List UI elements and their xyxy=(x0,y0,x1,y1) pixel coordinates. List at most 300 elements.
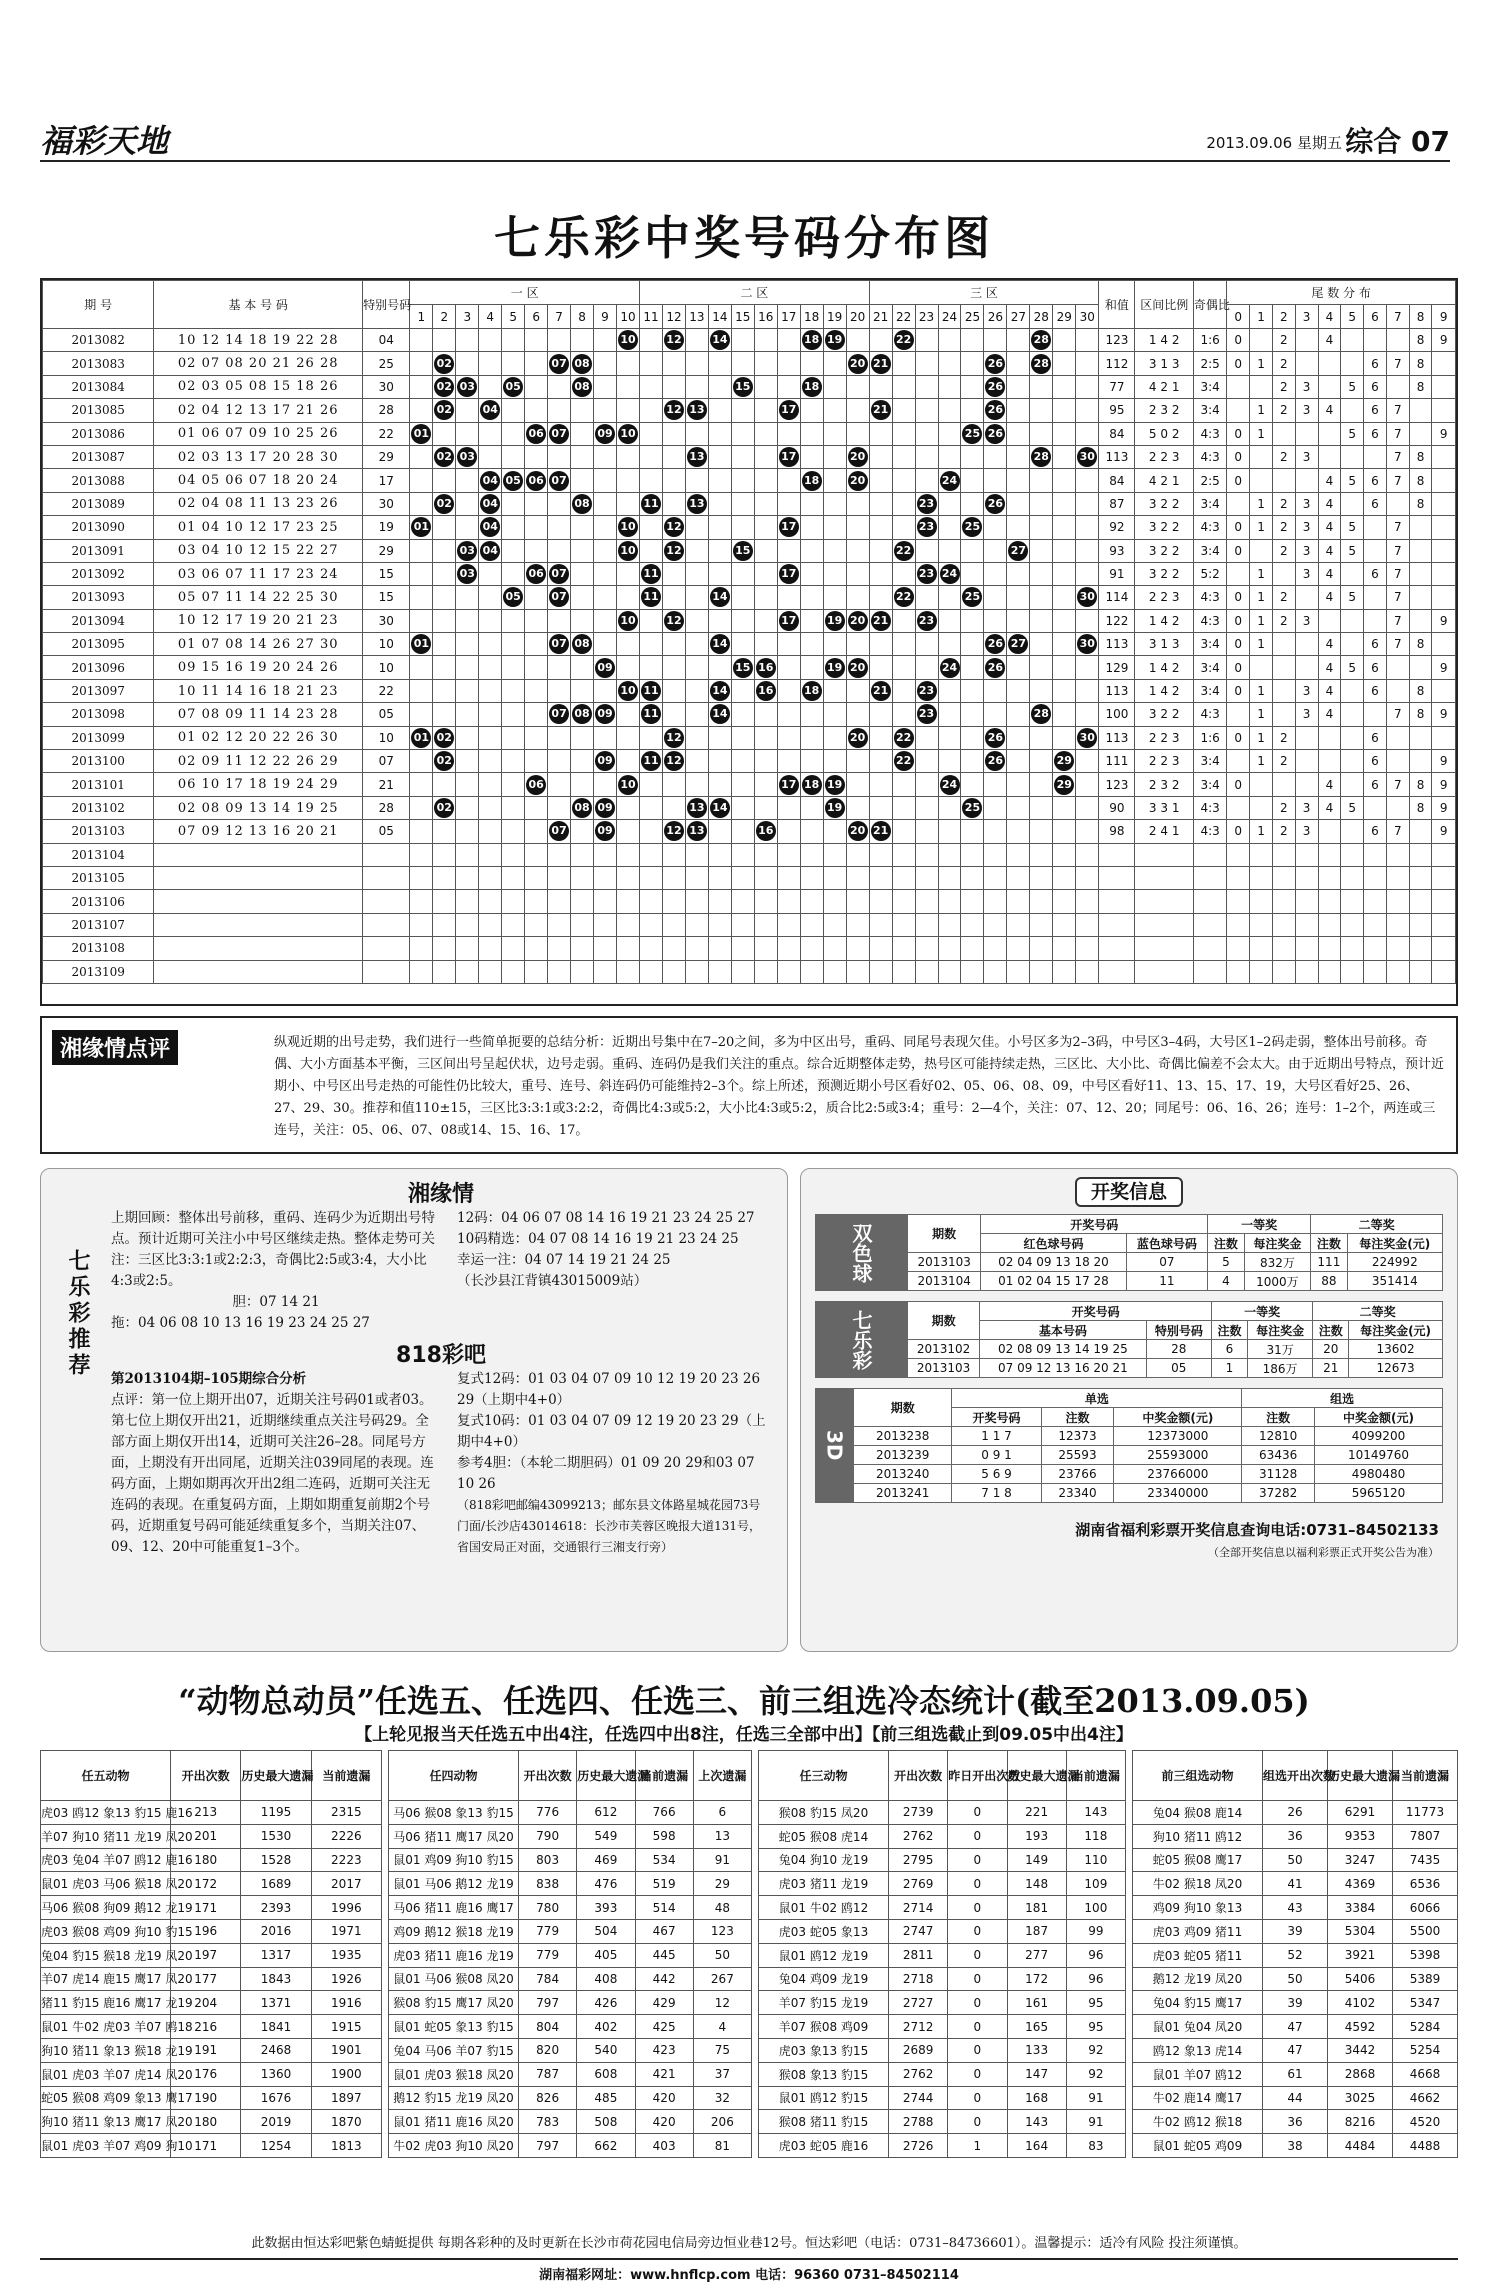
grid-cell xyxy=(754,609,777,632)
number-ball: 06 xyxy=(526,471,546,491)
grid-cell xyxy=(708,609,731,632)
tail-cell xyxy=(1364,609,1387,632)
grid-cell xyxy=(846,726,869,749)
header-num-21: 21 xyxy=(869,305,892,329)
number-ball: 29 xyxy=(1054,775,1074,795)
stats-cell: 598 xyxy=(635,1824,693,1848)
number-ball: 21 xyxy=(871,354,891,374)
row-period: 2013107 xyxy=(43,913,154,936)
stats-cell: 0 xyxy=(948,1896,1007,1920)
recommend-columns-1 xyxy=(111,1208,771,1334)
grid-cell xyxy=(640,960,663,983)
grid-cell xyxy=(662,399,685,422)
stats-row xyxy=(41,2134,382,2158)
header-tail-5: 5 xyxy=(1341,305,1364,329)
stats-header: 开出次数 xyxy=(171,1751,241,1801)
stats-cell: 兔04 马06 羊07 豹15 xyxy=(389,2038,519,2062)
stats-cell: 牛02 鸥12 猴18 xyxy=(1133,2110,1263,2134)
stats-cell: 47 xyxy=(1263,2038,1328,2062)
row-oe xyxy=(1193,937,1226,960)
tail-cell: 8 xyxy=(1409,679,1432,702)
stats-cell: 37 xyxy=(693,2062,751,2086)
grid-cell xyxy=(1007,445,1030,468)
row-sum: 77 xyxy=(1099,375,1135,398)
grid-cell xyxy=(685,960,708,983)
grid-cell xyxy=(616,352,639,375)
recommend-content xyxy=(111,1177,771,1558)
grid-cell xyxy=(823,609,846,632)
grid-row xyxy=(43,866,1456,889)
header-zone2: 二 区 xyxy=(640,281,870,305)
tail-cell xyxy=(1409,562,1432,585)
row-sum: 112 xyxy=(1099,352,1135,375)
grid-cell xyxy=(800,492,823,515)
stats-header: 当前遗漏 xyxy=(1066,1751,1125,1801)
tail-cell xyxy=(1341,866,1364,889)
grid-cell xyxy=(502,375,525,398)
grid-cell xyxy=(1076,843,1099,866)
cold-stats-tables xyxy=(40,1750,1458,2158)
number-ball: 25 xyxy=(962,587,982,607)
number-ball: 08 xyxy=(572,704,592,724)
grid-cell xyxy=(777,586,800,609)
tail-cell xyxy=(1318,609,1341,632)
row-special: 21 xyxy=(363,773,410,796)
grid-cell xyxy=(433,586,456,609)
number-ball: 26 xyxy=(985,400,1005,420)
grid-cell xyxy=(662,890,685,913)
grid-row xyxy=(43,960,1456,983)
tail-cell: 9 xyxy=(1432,703,1456,726)
stats-cell: 鹅12 龙19 凤20 xyxy=(1133,1967,1263,1991)
tail-cell: 1 xyxy=(1250,562,1273,585)
tail-cell xyxy=(1227,843,1250,866)
row-special: 25 xyxy=(363,352,410,375)
row-special: 15 xyxy=(363,562,410,585)
number-ball: 21 xyxy=(871,681,891,701)
tail-cell: 4 xyxy=(1318,469,1341,492)
grid-cell xyxy=(662,937,685,960)
header-tail-9: 9 xyxy=(1432,305,1456,329)
stats-cell: 2468 xyxy=(241,2038,311,2062)
grid-cell xyxy=(433,422,456,445)
grid-cell xyxy=(502,516,525,539)
tail-cell: 7 xyxy=(1386,422,1409,445)
tail-cell xyxy=(1341,820,1364,843)
grid-cell xyxy=(800,703,823,726)
grid-cell xyxy=(685,469,708,492)
analysis-col-a xyxy=(111,1369,441,1558)
pick4-table xyxy=(388,1750,752,2158)
number-ball: 07 xyxy=(549,471,569,491)
grid-cell xyxy=(708,796,731,819)
tail-cell xyxy=(1318,422,1341,445)
info-col: 红色球号码 xyxy=(981,1234,1126,1253)
stats-cell: 5398 xyxy=(1393,1943,1458,1967)
grid-cell xyxy=(1007,679,1030,702)
grid-cell xyxy=(1030,750,1053,773)
number-ball: 22 xyxy=(894,587,914,607)
row-oe: 4:3 xyxy=(1193,820,1226,843)
tail-cell xyxy=(1409,586,1432,609)
grid-row xyxy=(43,703,1456,726)
row-oe: 3:4 xyxy=(1193,750,1226,773)
grid-cell xyxy=(892,726,915,749)
grid-cell xyxy=(892,492,915,515)
grid-cell xyxy=(938,469,961,492)
grid-cell xyxy=(708,516,731,539)
tail-cell: 1 xyxy=(1250,679,1273,702)
stats-cell: 鼠01 虎03 马06 猴18 凤20 xyxy=(41,1872,171,1896)
grid-cell xyxy=(777,796,800,819)
multi12-line: 复式12码：01 03 04 07 09 10 12 19 20 23 26 29（上期中4+0） xyxy=(457,1371,761,1408)
number-ball: 24 xyxy=(940,471,960,491)
grid-cell xyxy=(640,750,663,773)
stats-cell: 鼠01 鸥12 龙19 xyxy=(759,1943,889,1967)
header-tail-8: 8 xyxy=(1409,305,1432,329)
tail-cell xyxy=(1295,469,1318,492)
draw-info-title-wrap xyxy=(801,1177,1457,1204)
grid-cell xyxy=(548,773,571,796)
number-ball: 17 xyxy=(779,564,799,584)
tail-cell: 0 xyxy=(1227,422,1250,445)
grid-cell xyxy=(571,679,594,702)
grid-row xyxy=(43,820,1456,843)
stats-row xyxy=(389,1872,752,1896)
grid-cell xyxy=(754,329,777,352)
tail-cell xyxy=(1227,913,1250,936)
grid-cell xyxy=(525,703,548,726)
header-num-10: 10 xyxy=(616,305,639,329)
grid-cell xyxy=(869,843,892,866)
grid-cell xyxy=(846,329,869,352)
tail-cell: 2 xyxy=(1272,445,1295,468)
stats-cell: 2017 xyxy=(311,1872,381,1896)
grid-cell xyxy=(708,726,731,749)
grid-cell xyxy=(708,656,731,679)
grid-cell xyxy=(502,562,525,585)
row-ratio: 3 2 2 xyxy=(1135,562,1193,585)
grid-cell xyxy=(846,375,869,398)
number-ball: 26 xyxy=(985,494,1005,514)
grid-cell xyxy=(1030,960,1053,983)
grid-row xyxy=(43,726,1456,749)
tail-cell xyxy=(1272,773,1295,796)
number-ball: 14 xyxy=(710,587,730,607)
grid-cell xyxy=(571,656,594,679)
grid-cell xyxy=(1053,750,1076,773)
stats-cell: 2315 xyxy=(311,1801,381,1825)
stats-cell: 鼠01 虎03 猴18 凤20 xyxy=(389,2062,519,2086)
grid-cell xyxy=(571,609,594,632)
stats-cell: 514 xyxy=(635,1896,693,1920)
row-sum: 98 xyxy=(1099,820,1135,843)
info-cell: 5 6 9 xyxy=(952,1465,1041,1484)
stats-cell: 虎03 猴08 鸡09 狗10 豹15 xyxy=(41,1919,171,1943)
grid-cell xyxy=(915,352,938,375)
row-oe: 1:6 xyxy=(1193,329,1226,352)
tail-cell: 4 xyxy=(1318,329,1341,352)
header-num-14: 14 xyxy=(708,305,731,329)
row-period: 2013095 xyxy=(43,633,154,656)
grid-cell xyxy=(800,773,823,796)
stats-cell: 797 xyxy=(519,1991,577,2015)
tail-cell xyxy=(1341,399,1364,422)
grid-cell xyxy=(1076,469,1099,492)
grid-cell xyxy=(640,329,663,352)
info-cell: 2013103 xyxy=(908,1359,980,1378)
grid-cell xyxy=(915,679,938,702)
tail-cell xyxy=(1272,866,1295,889)
tail-cell xyxy=(1341,773,1364,796)
row-basic-numbers: 02 08 09 13 14 19 25 xyxy=(154,796,363,819)
grid-cell xyxy=(984,352,1007,375)
grid-cell xyxy=(616,562,639,585)
stats-cell: 612 xyxy=(577,1801,635,1825)
stats-cell: 177 xyxy=(171,1967,241,1991)
grid-cell xyxy=(892,820,915,843)
stats-row xyxy=(41,1967,382,1991)
tail-cell xyxy=(1227,937,1250,960)
info-row xyxy=(816,1359,1443,1378)
pick3-table xyxy=(758,1750,1126,2158)
number-ball: 19 xyxy=(825,330,845,350)
grid-cell xyxy=(1076,796,1099,819)
tail-cell xyxy=(1364,586,1387,609)
tail-cell xyxy=(1227,750,1250,773)
stats-cell: 鼠01 蛇05 象13 豹15 xyxy=(389,2015,519,2039)
stats-cell: 0 xyxy=(948,2038,1007,2062)
info-cell: 1 xyxy=(1212,1359,1248,1378)
stats-cell: 790 xyxy=(519,1824,577,1848)
tail-cell xyxy=(1295,656,1318,679)
grid-cell xyxy=(1030,445,1053,468)
grid-cell xyxy=(823,633,846,656)
tail-cell: 8 xyxy=(1409,773,1432,796)
info-group: 二等奖 xyxy=(1311,1215,1443,1234)
ssq-table xyxy=(815,1214,1443,1291)
grid-cell xyxy=(938,516,961,539)
grid-cell xyxy=(548,609,571,632)
grid-cell xyxy=(616,726,639,749)
grid-cell xyxy=(685,422,708,445)
grid-cell xyxy=(594,329,617,352)
grid-cell xyxy=(548,866,571,889)
info-group: 单选 xyxy=(952,1389,1242,1408)
grid-cell xyxy=(662,866,685,889)
grid-cell xyxy=(777,492,800,515)
stats-row xyxy=(41,1801,382,1825)
grid-cell xyxy=(1030,492,1053,515)
tail-cell: 2 xyxy=(1272,399,1295,422)
tail-cell xyxy=(1272,562,1295,585)
analysis-title: 第2013104期–105期综合分析 xyxy=(111,1371,307,1387)
tail-cell xyxy=(1318,445,1341,468)
grid-cell xyxy=(640,375,663,398)
stats-cell: 204 xyxy=(171,1991,241,2015)
tail-cell xyxy=(1386,960,1409,983)
grid-cell xyxy=(640,937,663,960)
stats-row xyxy=(759,1801,1126,1825)
info-cell: 12373000 xyxy=(1114,1427,1242,1446)
stats-cell: 2727 xyxy=(889,1991,948,2015)
stats-cell: 1317 xyxy=(241,1943,311,1967)
grid-cell xyxy=(1053,913,1076,936)
grid-cell xyxy=(777,352,800,375)
stats-cell: 91 xyxy=(1066,2086,1125,2110)
stats-cell: 5406 xyxy=(1328,1967,1393,1991)
grid-cell xyxy=(502,539,525,562)
grid-row xyxy=(43,329,1456,352)
stats-cell: 1916 xyxy=(311,1991,381,2015)
grid-cell xyxy=(548,937,571,960)
stats-cell: 1996 xyxy=(311,1896,381,1920)
grid-cell xyxy=(548,679,571,702)
grid-cell xyxy=(777,890,800,913)
stats-cell: 羊07 虎14 鹿15 鹰17 凤20 xyxy=(41,1967,171,1991)
grid-cell xyxy=(915,562,938,585)
tail-cell: 9 xyxy=(1432,656,1456,679)
stats-header: 历史最大遗漏 xyxy=(1328,1751,1393,1801)
number-ball: 08 xyxy=(572,377,592,397)
number-ball: 23 xyxy=(917,564,937,584)
grid-cell xyxy=(800,609,823,632)
stats-cell: 3247 xyxy=(1328,1848,1393,1872)
grid-cell xyxy=(662,375,685,398)
grid-cell xyxy=(731,633,754,656)
grid-cell xyxy=(640,586,663,609)
stats-cell: 3442 xyxy=(1328,2038,1393,2062)
tail-cell: 2 xyxy=(1272,726,1295,749)
grid-cell xyxy=(869,539,892,562)
grid-cell xyxy=(594,516,617,539)
lottery-label: 双色球 xyxy=(816,1215,908,1291)
grid-cell xyxy=(892,937,915,960)
grid-cell xyxy=(892,796,915,819)
info-col: 每注奖金 xyxy=(1247,1321,1312,1340)
grid-cell xyxy=(456,820,479,843)
header-zone3: 三 区 xyxy=(869,281,1099,305)
tail-cell xyxy=(1295,422,1318,445)
tail-cell: 0 xyxy=(1227,516,1250,539)
number-ball: 02 xyxy=(434,751,454,771)
grid-cell xyxy=(777,399,800,422)
grid-cell xyxy=(1030,656,1053,679)
grid-cell xyxy=(502,750,525,773)
grid-cell xyxy=(823,656,846,679)
stats-cell: 0 xyxy=(948,1848,1007,1872)
tail-cell: 0 xyxy=(1227,445,1250,468)
number-ball: 13 xyxy=(687,821,707,841)
number-ball: 12 xyxy=(664,821,684,841)
grid-cell xyxy=(456,773,479,796)
addr-line-2: （818彩吧邮编43099213；邮东县文体路星城花园73号门面/长沙店43014618：长沙市芙蓉区晚报大道131号，省国安局正对面，交通银行三湘支行旁） xyxy=(457,1498,762,1554)
grid-cell xyxy=(479,422,502,445)
stats-cell: 狗10 猪11 鸥12 xyxy=(1133,1824,1263,1848)
grid-cell xyxy=(1076,516,1099,539)
tail-cell: 1 xyxy=(1250,726,1273,749)
grid-cell xyxy=(892,352,915,375)
row-special: 07 xyxy=(363,750,410,773)
tail-cell xyxy=(1432,375,1456,398)
grid-cell xyxy=(938,329,961,352)
page-title: 七乐彩中奖号码分布图 xyxy=(494,211,994,265)
grid-cell xyxy=(754,656,777,679)
grid-cell xyxy=(410,492,433,515)
tail-cell xyxy=(1295,329,1318,352)
grid-cell xyxy=(525,352,548,375)
stats-cell: 534 xyxy=(635,1848,693,1872)
stats-cell: 403 xyxy=(635,2134,693,2158)
recommend-head-2: 818彩吧 xyxy=(396,1343,486,1368)
grid-cell xyxy=(571,726,594,749)
tail-cell xyxy=(1295,843,1318,866)
stats-cell: 1530 xyxy=(241,1824,311,1848)
grid-cell xyxy=(1076,539,1099,562)
grid-cell xyxy=(502,679,525,702)
row-special: 17 xyxy=(363,469,410,492)
number-ball: 09 xyxy=(595,424,615,444)
stats-cell: 608 xyxy=(577,2062,635,2086)
stats-cell: 193 xyxy=(1007,1824,1066,1848)
grid-cell xyxy=(731,937,754,960)
grid-cell xyxy=(456,539,479,562)
info-cell: 2013104 xyxy=(908,1272,981,1291)
stats-cell: 662 xyxy=(577,2134,635,2158)
grid-cell xyxy=(640,656,663,679)
grid-cell xyxy=(1053,329,1076,352)
grid-cell xyxy=(1030,352,1053,375)
tail-cell xyxy=(1386,329,1409,352)
info-cell: 37282 xyxy=(1242,1484,1315,1503)
stats-cell: 165 xyxy=(1007,2015,1066,2039)
grid-cell xyxy=(1053,586,1076,609)
grid-cell xyxy=(502,913,525,936)
ssq-block xyxy=(815,1214,1443,1291)
grid-cell xyxy=(731,586,754,609)
grid-cell xyxy=(961,516,984,539)
stats-header: 组选开出次数 xyxy=(1263,1751,1328,1801)
row-basic-numbers: 07 08 09 11 14 23 28 xyxy=(154,703,363,726)
stats-cell: 784 xyxy=(519,1967,577,1991)
number-ball: 17 xyxy=(779,775,799,795)
grid-cell xyxy=(479,796,502,819)
number-ball: 07 xyxy=(549,564,569,584)
masthead-logo: 福彩天地 xyxy=(40,122,169,160)
tail-cell xyxy=(1250,890,1273,913)
grid-cell xyxy=(525,750,548,773)
grid-cell xyxy=(961,586,984,609)
grid-cell xyxy=(823,820,846,843)
tail-cell xyxy=(1409,609,1432,632)
review-text: 上期回顾：整体出号前移，重码、连码少为近期出号特点。预计近期可关注小中号区继续走热。整体走势可关注：三区比3:3:1或2:2:3，奇偶比2:5或3:4，大小比4:3或2:5。 xyxy=(111,1210,435,1289)
number-ball: 13 xyxy=(687,400,707,420)
grid-cell xyxy=(708,913,731,936)
number-ball: 18 xyxy=(802,330,822,350)
stats-cell: 1 xyxy=(948,2134,1007,2158)
tail-cell: 4 xyxy=(1318,492,1341,515)
grid-cell xyxy=(571,866,594,889)
grid-cell xyxy=(662,469,685,492)
grid-cell xyxy=(594,703,617,726)
stats-cell: 4 xyxy=(693,2015,751,2039)
row-ratio: 3 2 2 xyxy=(1135,516,1193,539)
tail-cell xyxy=(1341,445,1364,468)
stats-cell: 1813 xyxy=(311,2134,381,2158)
issue-date: 2013.09.06 星期五 xyxy=(1206,134,1342,152)
row-special: 10 xyxy=(363,726,410,749)
info-row xyxy=(816,1427,1443,1446)
